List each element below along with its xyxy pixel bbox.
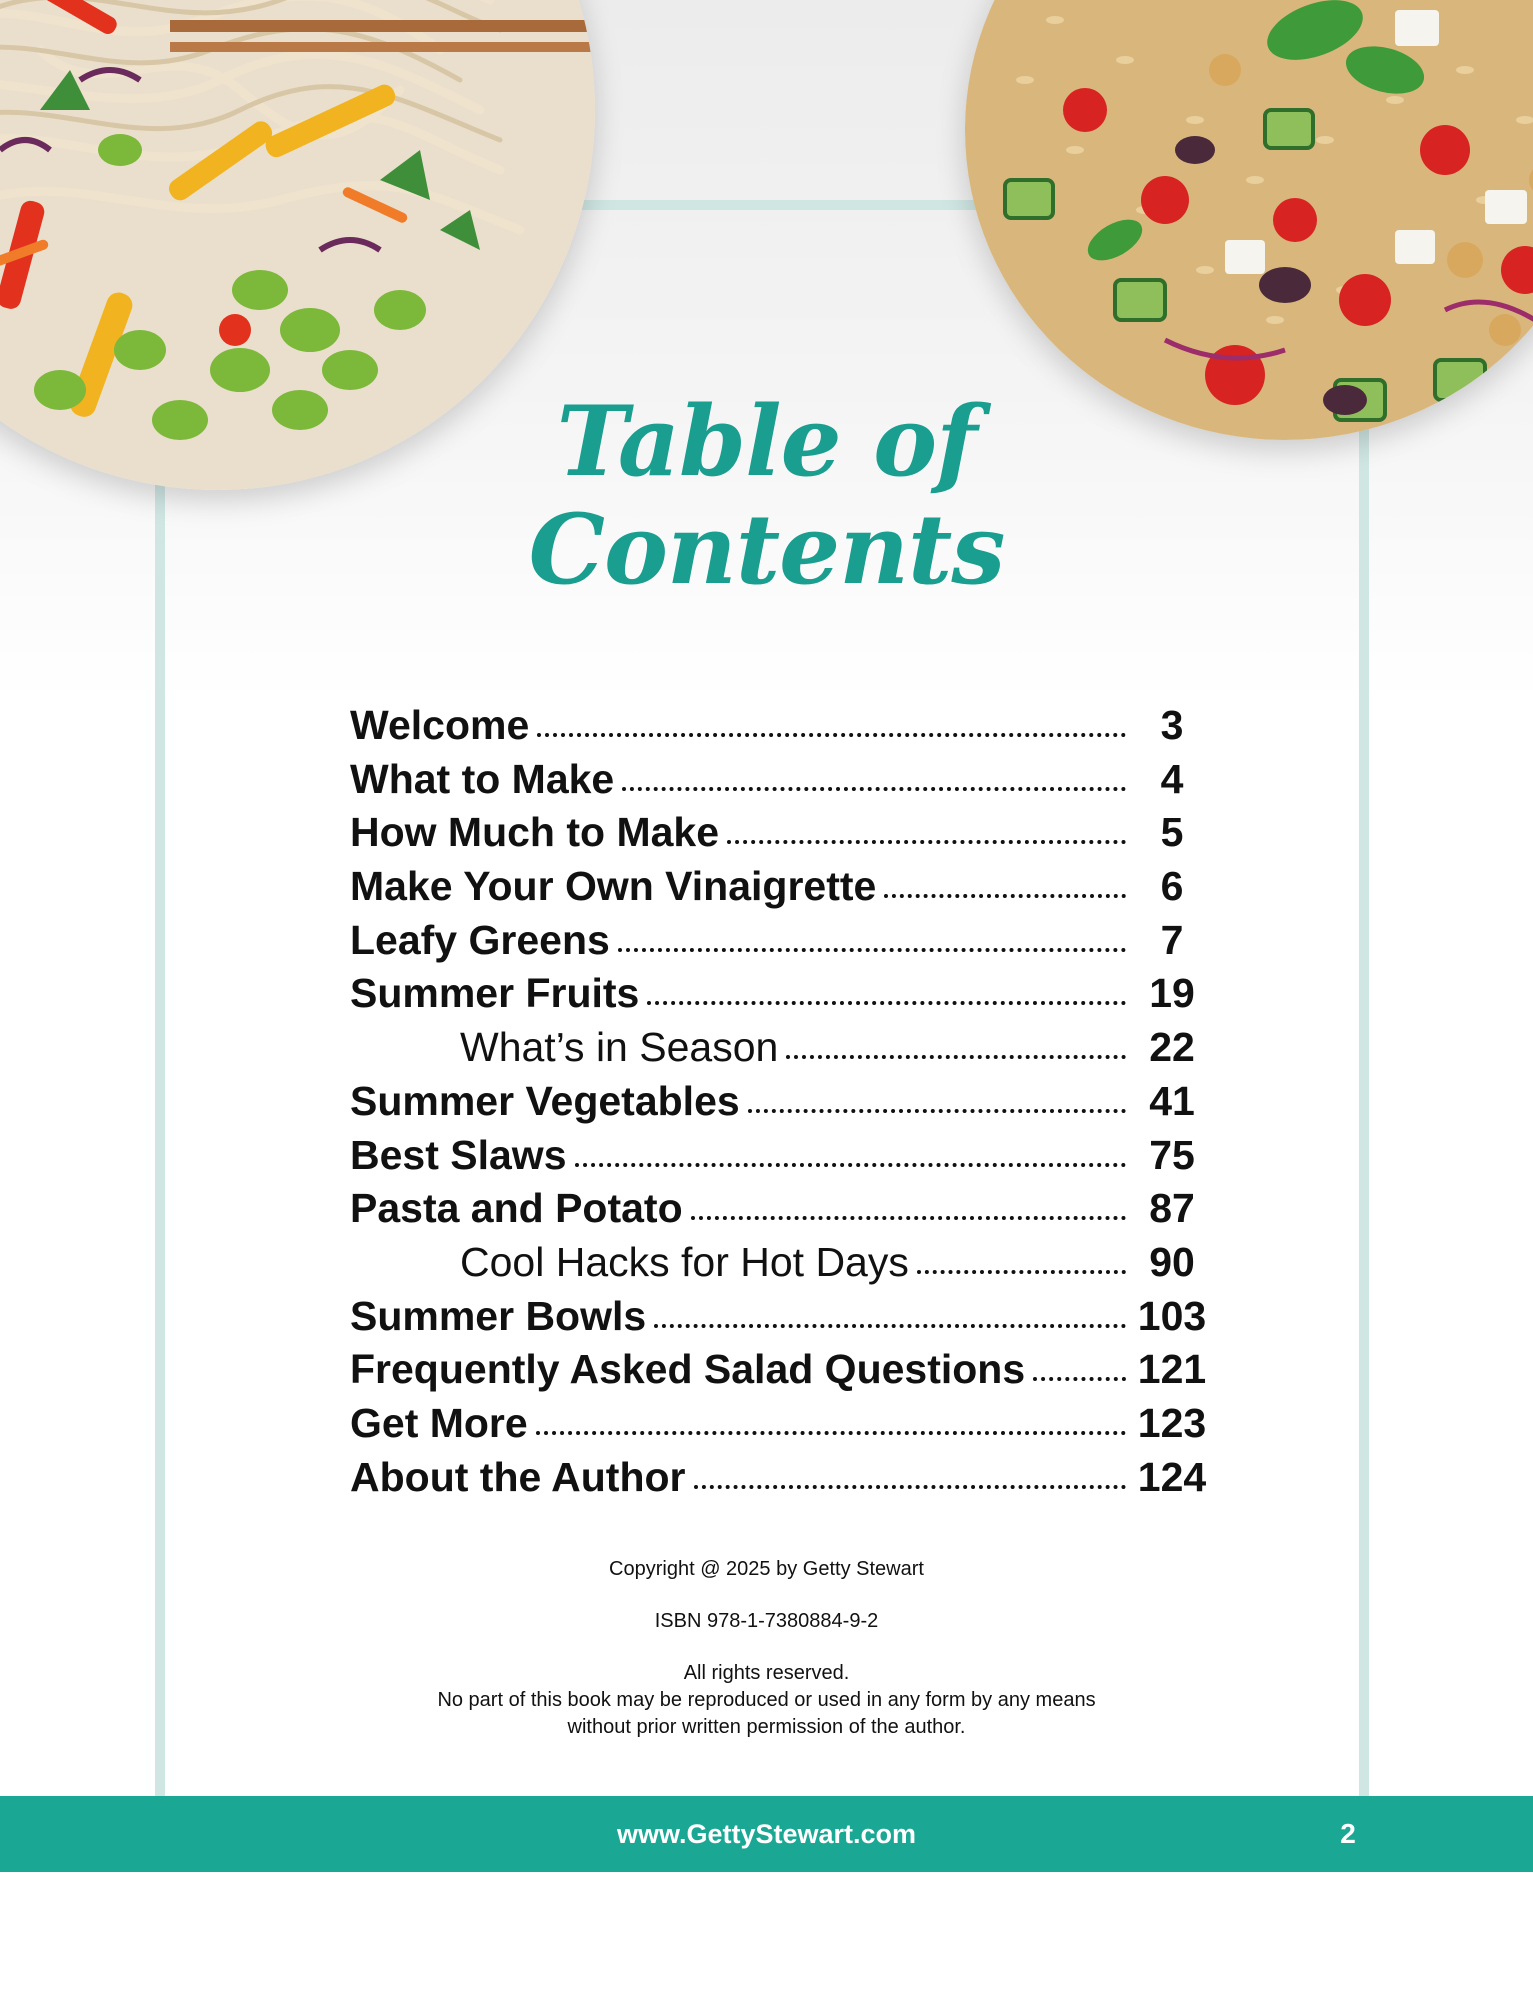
dot-leader xyxy=(618,948,1126,952)
toc-entry-label: Welcome xyxy=(350,702,530,748)
toc-entry-best-slaws[interactable] xyxy=(350,1132,1212,1186)
toc-entry-label: Leafy Greens xyxy=(350,916,610,963)
toc-entry-page: 90 xyxy=(1149,1238,1195,1285)
dot-leader xyxy=(654,1324,1126,1328)
toc-entry-leafy-greens[interactable] xyxy=(350,917,1212,971)
toc-entry-summer-vegetables[interactable] xyxy=(350,1078,1212,1132)
toc-entry-page: 6 xyxy=(1160,863,1184,910)
copyright-block xyxy=(0,1556,1533,1741)
toc-entry-summer-bowls[interactable] xyxy=(350,1293,1212,1347)
dot-leader xyxy=(727,840,1126,844)
isbn-line: ISBN 978-1-7380884-9-2 xyxy=(654,1610,879,1632)
toc-entry-label: What’s in Season xyxy=(460,1024,779,1071)
toc-entry-page: 4 xyxy=(1160,755,1184,802)
toc-entry-page: 3 xyxy=(1160,702,1184,748)
notice-line-1: No part of this book may be reproduced or used in any form by any means xyxy=(437,1689,1096,1711)
toc-entry-label: Pasta and Potato xyxy=(350,1185,683,1232)
toc-entry-summer-fruits[interactable] xyxy=(350,970,1212,1024)
toc-entry-label: Make Your Own Vinaigrette xyxy=(350,863,877,910)
toc-entry-page: 121 xyxy=(1137,1346,1207,1393)
toc-entry-cool-hacks[interactable] xyxy=(350,1239,1212,1293)
dot-leader xyxy=(917,1270,1126,1274)
dot-leader xyxy=(694,1485,1126,1489)
toc-entry-page: 7 xyxy=(1160,916,1184,963)
toc-entry-page: 75 xyxy=(1149,1131,1195,1178)
dot-leader xyxy=(884,894,1126,898)
title-line-2: Contents xyxy=(528,493,1005,606)
toc-entry-label: How Much to Make xyxy=(350,809,720,856)
toc-entry-label: Frequently Asked Salad Questions xyxy=(350,1346,1026,1393)
toc-entry-how-much-to-make[interactable] xyxy=(350,809,1212,863)
copyright-line: Copyright @ 2025 by Getty Stewart xyxy=(609,1558,924,1580)
dot-leader xyxy=(536,1431,1126,1435)
toc-entry-label: Get More xyxy=(350,1399,528,1446)
dot-leader xyxy=(575,1163,1127,1167)
toc-entry-label: What to Make xyxy=(350,755,615,802)
toc-entry-page: 5 xyxy=(1160,809,1184,856)
toc-entry-page: 22 xyxy=(1149,1024,1195,1071)
toc-entry-page: 103 xyxy=(1137,1292,1207,1339)
table-of-contents xyxy=(350,702,1212,1507)
toc-entry-label: Summer Fruits xyxy=(350,970,640,1017)
toc-entry-page: 87 xyxy=(1149,1185,1195,1232)
toc-entry-page: 41 xyxy=(1149,1077,1195,1124)
toc-entry-page: 19 xyxy=(1149,970,1195,1017)
toc-entry-whats-in-season[interactable] xyxy=(350,1024,1212,1078)
dot-leader xyxy=(537,733,1126,737)
toc-entry-label: Cool Hacks for Hot Days xyxy=(460,1238,909,1285)
notice-line-2: without prior written permission of the author. xyxy=(567,1716,966,1738)
dot-leader xyxy=(647,1001,1126,1005)
toc-entry-label: Summer Vegetables xyxy=(350,1077,740,1124)
dot-leader xyxy=(622,787,1126,791)
toc-entry-label: Summer Bowls xyxy=(350,1292,647,1339)
dot-leader xyxy=(748,1109,1126,1113)
dot-leader xyxy=(1033,1377,1126,1381)
toc-entry-page: 124 xyxy=(1137,1453,1207,1500)
toc-entry-what-to-make[interactable] xyxy=(350,756,1212,810)
page-title xyxy=(0,385,1533,606)
page-number: 2 xyxy=(1340,1818,1356,1849)
toc-entry-get-more[interactable] xyxy=(350,1400,1212,1454)
toc-entry-pasta-and-potato[interactable] xyxy=(350,1185,1212,1239)
title-line-1: Table of xyxy=(556,385,977,498)
toc-entry-page: 123 xyxy=(1137,1399,1207,1446)
toc-entry-label: About the Author xyxy=(350,1453,686,1500)
website-link[interactable]: www.GettyStewart.com xyxy=(616,1819,917,1849)
toc-entry-vinaigrette[interactable] xyxy=(350,863,1212,917)
toc-entry-about-the-author[interactable] xyxy=(350,1454,1212,1508)
toc-entry-label: Best Slaws xyxy=(350,1131,567,1178)
toc-entry-faq[interactable] xyxy=(350,1346,1212,1400)
toc-entry-welcome[interactable] xyxy=(350,702,1212,756)
dot-leader xyxy=(786,1055,1126,1059)
rights-line: All rights reserved. xyxy=(683,1662,850,1684)
dot-leader xyxy=(691,1216,1126,1220)
footer-bar xyxy=(0,1796,1533,1872)
